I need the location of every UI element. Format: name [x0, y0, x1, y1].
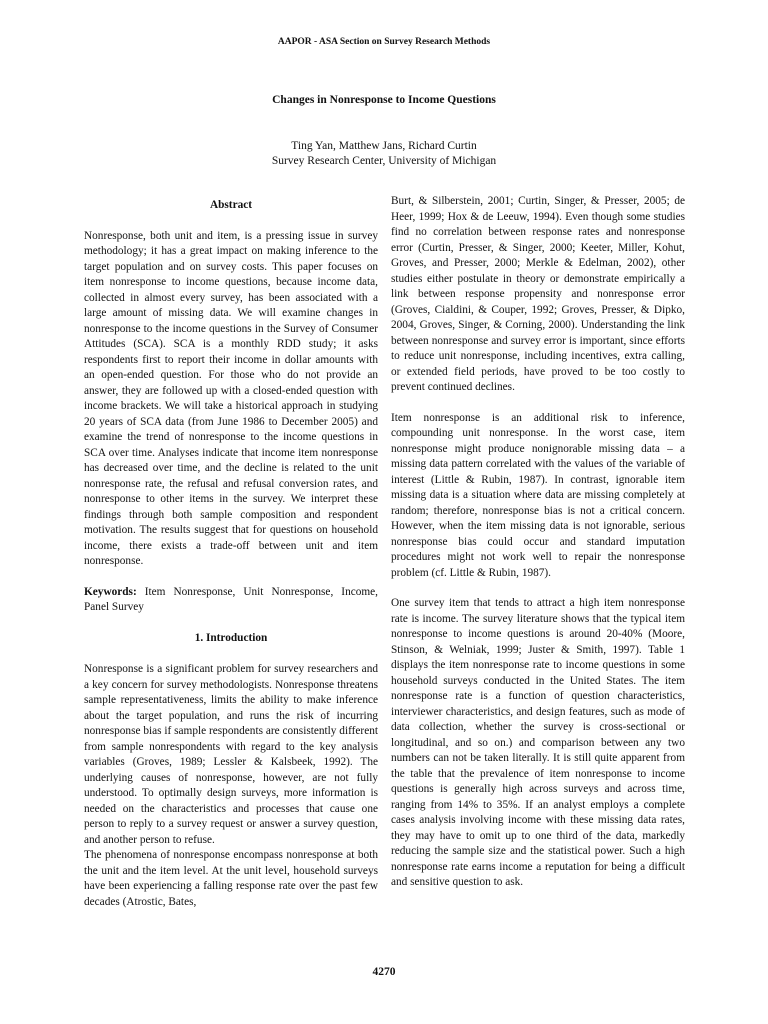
body-paragraph-2: Item nonresponse is an additional risk to inference, compounding unit nonresponse. In the worst case, item nonresponse might produce nonignorable missing data – a missing data pattern correlated with the values of the variable of interest (Little & Rubin, 1987). In contrast, ignorable item missing data is a situation where data are missing completely at random; therefore, nonresponse bias is not a critical concern. However, when the item missing data is not ignorable, serious nonresponse bias could occur and standard imputation procedures might not work well to repair the nonresponse problem (cf. Little & Rubin, 1987). [391, 411, 685, 579]
keywords-text: Item Nonresponse, Unit Nonresponse, Income, Panel Survey [84, 585, 378, 613]
author-affiliation: Survey Research Center, University of Michigan [271, 155, 497, 167]
abstract-text: Nonresponse, both unit and item, is a pressing issue in survey methodology; it has a great impact on making inference to the target population and on survey costs. This paper focuses on item nonresponse to income questions, because income data, collected in almost every survey, has been associated with a large amount of missing data. We will examine changes in nonresponse to the income questions in the Survey of Consumer Attitudes (SCA). SCA is a monthly RDD study; it asks respondents first to report their income in dollar amounts with an open-ended question. For those who do not provide an answer, they are followed up with a closed-ended question with income brackets. We will take a historical approach in studying 20 years of SCA data (from June 1986 to December 2005) and examine the trend of nonresponse to the income questions in SCA over time. Analyses indicate that income item nonresponse has decreased over time, and the decline is related to the unit nonresponse rate, the refusal and refusal conversion rates, and nonresponse to other items in the survey. We interpret these findings through both sample composition and respondent motivation. The results suggest that for questions on household income, there exists a trade-off between unit and item nonresponse. [84, 229, 378, 567]
running-header: AAPOR - ASA Section on Survey Research Methods [277, 37, 491, 47]
intro-paragraph-1: Nonresponse is a significant problem for survey researchers and a key concern for survey methodologists. Nonresponse threatens sample representativeness, limits the ability to make inference about the target population, and runs the risk of incurring nonresponse bias if sample respondents are consistently different from sample nonrespondents with regard to the key analysis variables (Groves, 1989; Lessler & Kalsbeek, 1992). The underlying causes of nonresponse, however, are not fully understood. To optimally design surveys, more information is needed on the characteristics and processes that cause one person to reply to a survey request or answer a survey question, and another person to refuse. [84, 663, 378, 846]
introduction-heading: 1. Introduction [194, 631, 268, 644]
intro-paragraph-2: The phenomena of nonresponse encompass nonresponse at both the unit and the item level. At the unit level, household surveys have been experiencing a falling response rate over the past few decades (Atrostic, Bates, [84, 849, 378, 908]
paper-title: Changes in Nonresponse to Income Questions [272, 94, 496, 106]
keywords-label: Keywords: [84, 585, 137, 598]
abstract-heading: Abstract [209, 199, 253, 211]
keywords [84, 585, 378, 616]
left-column [84, 170, 378, 925]
page-number: 4270 [372, 966, 396, 978]
right-column [391, 194, 685, 906]
body-paragraph-1: Burt, & Silberstein, 2001; Curtin, Singer, & Presser, 2005; de Heer, 1999; Hox & de Leeuw, 1994). Even though some studies find no correlation between response rates and nonresponse error (Curtin, Presser, & Singer, 2000; Keeter, Miller, Kohut, Groves, and Presser, 2000; Merkle & Edelman, 2002), other studies either postulate in theory or demonstrate empirically a link between response propensity and nonresponse error (Groves, Cialdini, & Couper, 1992; Groves, Presser, & Dipko, 2004, Groves, Singer, & Corning, 2000). Understanding the link between nonresponse and survey error is important, since efforts to reduce unit nonresponse, including incentives, extra calling, or extended field periods, have proved to be too costly to prevent continued declines. [391, 195, 685, 393]
author-names: Ting Yan, Matthew Jans, Richard Curtin [291, 140, 477, 152]
body-paragraph-3: One survey item that tends to attract a high item nonresponse rate is income. The survey literature shows that the typical item nonresponse to income questions is around 20-40% (Moore, Stinson, & Welniak, 1999; Juster & Smith, 1997). Table 1 displays the item nonresponse rate to income questions in some household surveys conducted in the United States. The item nonresponse rate is a function of question characteristics, interviewer characteristics, and design features, such as mode of data collection, whether the survey is cross-sectional or longitudinal, and so on.) and comparison between any two numbers can not be taken literally. It is still quite apparent from the table that the prevalence of item nonresponse to income questions is generally high across surveys and across time, ranging from 14% to 35%. If an analyst employs a complete cases analysis involving income with these missing data rates, they may have to omit up to one third of the data, markedly reducing the sample size and the statistical power. Such a high nonresponse rate earns income a reputation for being a difficult and sensitive question to ask. [391, 597, 685, 888]
author-block [0, 139, 768, 169]
